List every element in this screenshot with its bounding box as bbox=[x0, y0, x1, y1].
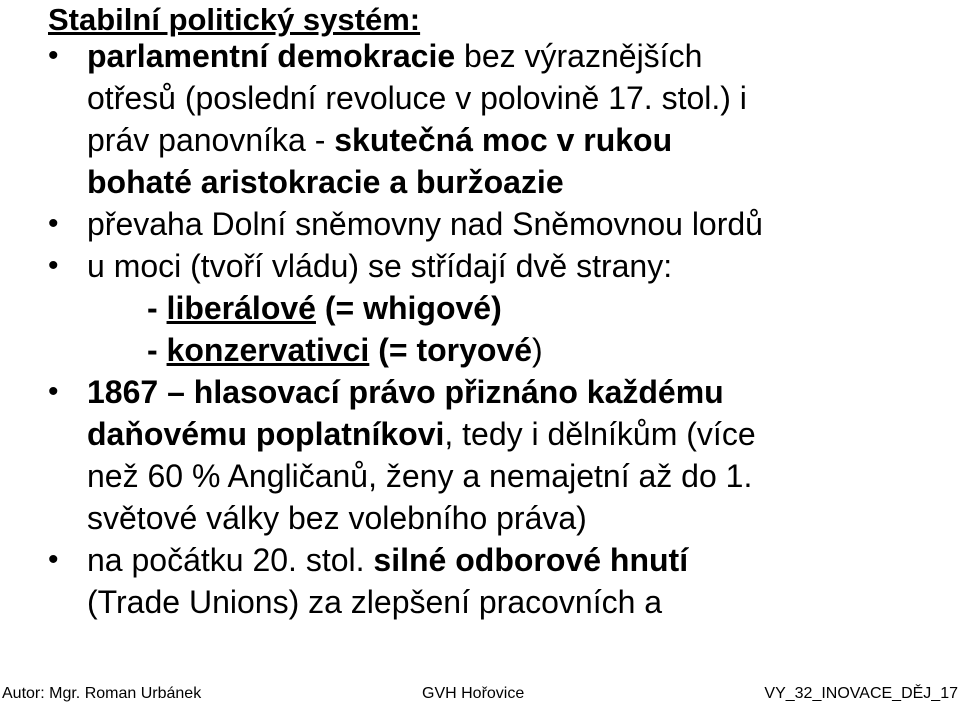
bold-phrase: silné odborové hnutí bbox=[373, 542, 689, 578]
bullet-marker: • bbox=[48, 375, 59, 408]
text-segment: (= whigové) bbox=[315, 290, 502, 326]
text-segment: , tedy i dělníkům (více bbox=[444, 416, 756, 452]
text-line: otřesů (poslední revoluce v polovině 17. stol.) i bbox=[87, 80, 747, 116]
text-line: převaha Dolní sněmovny nad Sněmovnou lordů bbox=[87, 206, 763, 242]
text-line: 1867 – hlasovací právo přiznáno každému bbox=[87, 374, 724, 410]
footer-author: Autor: Mgr. Roman Urbánek bbox=[2, 685, 202, 702]
text-line: než 60 % Angličanů, ženy a nemajetní až do 1. bbox=[87, 458, 753, 494]
dash: - bbox=[147, 290, 167, 326]
text-segment: (= toryové bbox=[369, 332, 533, 368]
text-segment: bez výraznějších bbox=[455, 38, 703, 74]
underlined-term: liberálové bbox=[166, 290, 316, 326]
text-line bbox=[87, 120, 672, 160]
text-line: světové války bez volebního práva) bbox=[87, 500, 587, 536]
dash: - bbox=[147, 332, 167, 368]
text-segment: na počátku 20. stol. bbox=[87, 542, 374, 578]
sub-item-conservatives bbox=[147, 330, 543, 370]
text-line bbox=[87, 414, 756, 454]
text-line: bohaté aristokracie a buržoazie bbox=[87, 164, 564, 200]
text-segment: ) bbox=[532, 332, 543, 368]
footer-school: GVH Hořovice bbox=[422, 685, 525, 702]
sub-item-liberals bbox=[147, 288, 502, 328]
bullet-marker: • bbox=[48, 249, 59, 282]
bold-phrase: parlamentní demokracie bbox=[87, 38, 456, 74]
text-segment: práv panovníka - bbox=[87, 122, 335, 158]
slide-title: Stabilní politický systém: bbox=[48, 2, 421, 37]
text-line bbox=[87, 540, 688, 580]
underlined-term: konzervativci bbox=[166, 332, 370, 368]
bold-phrase: skutečná moc v rukou bbox=[334, 122, 673, 158]
text-line: u moci (tvoří vládu) se střídají dvě strany: bbox=[87, 248, 673, 284]
bullet-marker: • bbox=[48, 39, 59, 72]
bullet-marker: • bbox=[48, 543, 59, 576]
text-line: (Trade Unions) za zlepšení pracovních a bbox=[87, 584, 663, 620]
bullet-marker: • bbox=[48, 207, 59, 240]
text-line bbox=[87, 36, 702, 76]
bold-phrase: daňovému poplatníkovi bbox=[87, 416, 445, 452]
footer-code: VY_32_INOVACE_DĚJ_17 bbox=[764, 685, 958, 702]
